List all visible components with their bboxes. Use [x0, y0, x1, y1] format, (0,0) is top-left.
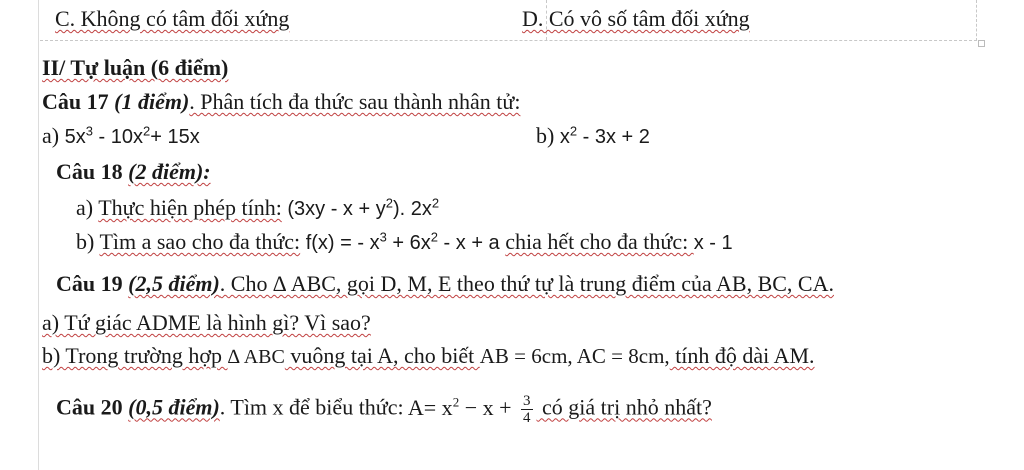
q18-part-a: a) Thực hiện phép tính: $(3xy - x + y^2)$. $2x^2$ [76, 195, 440, 220]
option-d-text: D. Có vô số tâm đối xứng [522, 6, 750, 31]
q18-label: Câu 18 [56, 159, 123, 184]
q17-part-a [42, 123, 200, 149]
q17-points: (1 điểm) [114, 89, 190, 114]
q17-a-expr: $5x^3 - 10x^2+ 15x$ [64, 123, 200, 148]
q18-a-text: Thực hiện phép tính: [98, 195, 282, 220]
q19-a-text: a) Tứ giác ADME là hình gì? Vì sao? [42, 310, 371, 335]
q17-text: . Phân tích đa thức sau thành nhân tử: [189, 89, 521, 114]
option-c [55, 6, 289, 32]
q20-text: . Tìm x để biểu thức: [219, 394, 408, 420]
q18-part-b: b) Tìm a sao cho đa thức: f(x) = - $x^3 + 6x^2 - x + a$ chia hết cho đa thức: x - 1 [76, 229, 733, 254]
option-c-text: C. Không có tâm đối xứng [55, 6, 290, 31]
q20-tail: có giá trị nhỏ nhất? [536, 394, 712, 420]
q17-a-prefix: a) [42, 123, 65, 148]
q19-heading [56, 271, 834, 297]
q19-b-triangle: ∆ ABC [227, 346, 285, 368]
q18-b-divisor: x - 1 [693, 232, 733, 254]
q18-heading [56, 159, 211, 185]
q17-label: Câu 17 [42, 89, 109, 114]
q17-part-b [536, 123, 650, 149]
q17-b-prefix: b) [536, 123, 560, 148]
section-title [42, 55, 228, 81]
q20-heading [56, 393, 712, 426]
q19-part-b [42, 343, 815, 369]
q20-points: (0,5 điểm) [128, 394, 220, 420]
q19-label: Câu 19 [56, 271, 123, 296]
q19-b-text1: b) Trong trường hợp [42, 343, 228, 368]
q20-expr: $A= x^2 - x$ + $\frac{3}{4}$ [407, 393, 531, 426]
q19-text: . Cho ∆ ABC, gọi D, M, E theo thứ tự là trung điểm của AB, BC, CA. [219, 271, 834, 296]
q20-label: Câu 20 [56, 394, 123, 420]
q19-part-a [42, 310, 371, 336]
q20-fraction: $\frac{3}{4}$ [523, 393, 531, 426]
table-resize-handle[interactable] [978, 40, 985, 47]
q19-b-text3: tính độ dài AM. [669, 343, 815, 368]
q19-b-text2: vuông tại A, cho biết [284, 343, 480, 368]
q18-b-text: Tìm a sao cho đa thức: [99, 229, 301, 254]
q18-a-expr: $(3xy - x + y^2)$. $2x^2$ [281, 195, 440, 220]
q19-b-expr: AB = 6cm, AC = 8cm, [479, 344, 670, 368]
q19-points: (2,5 điểm) [128, 271, 220, 296]
q18-points: (2 điểm): [128, 159, 211, 184]
q18-b-text2: chia hết cho đa thức: [505, 229, 694, 254]
option-d [522, 6, 750, 32]
q18-b-expr: f(x) = - $x^3 + 6x^2 - x + a$ [300, 229, 506, 254]
q17-heading [42, 89, 520, 115]
section-title-text: II/ Tự luận (6 điểm) [42, 55, 229, 80]
page-margin-line [38, 0, 39, 470]
q17-b-expr: $x^2 - 3x + 2$ [559, 123, 650, 148]
